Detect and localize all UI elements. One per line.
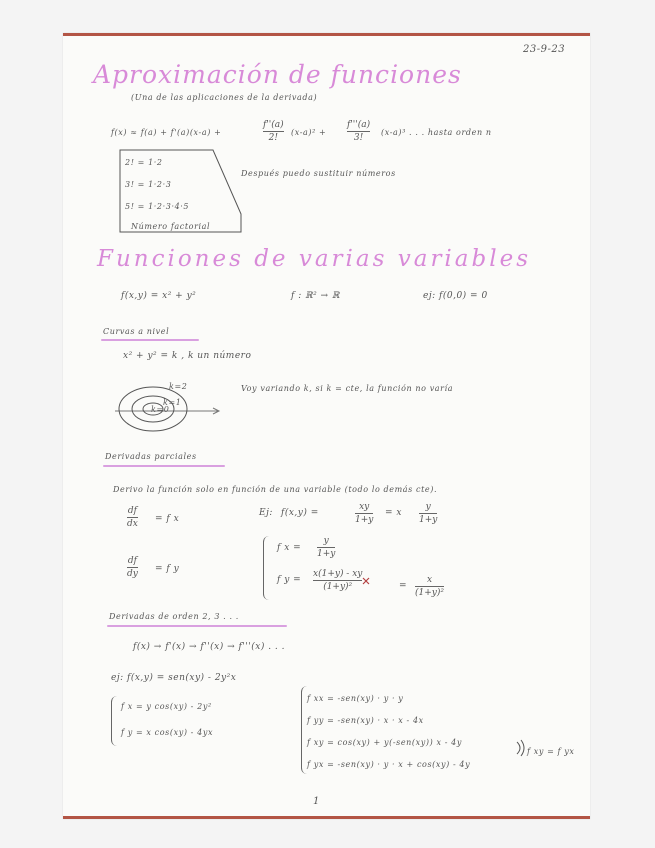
closing-brace	[517, 742, 520, 754]
numerator: y	[323, 536, 329, 546]
factorial-box-outline	[120, 150, 241, 232]
denominator: 1+y	[355, 515, 374, 525]
substitution-note: Después puedo sustituir números	[241, 169, 396, 178]
level-curves-note: Voy variando k, si k = cte, la función no varía	[241, 384, 454, 393]
page-number: 1	[313, 796, 320, 807]
denominator: 1+y	[317, 549, 336, 559]
level-curve-k2	[119, 387, 187, 431]
example-evaluation: ej: f(0,0) = 0	[423, 291, 488, 301]
closing-brace	[521, 740, 524, 756]
numerator: x	[426, 575, 433, 585]
denominator: 1+y	[419, 515, 438, 525]
denominator: (1+y)²	[323, 582, 353, 592]
section-subtitle: (Una de las aplicaciones de la derivada)	[131, 93, 318, 102]
level-curves-equation: x² + y² = k , k un número	[123, 351, 252, 361]
first-order-fy: f y = x cos(xy) - 4yx	[121, 728, 214, 737]
notebook-page	[63, 33, 590, 819]
level-curves-heading: Curvas a nivel	[103, 327, 170, 336]
cancel-mark	[363, 578, 369, 584]
fy-equals: =	[399, 581, 408, 591]
first-order-fx: f x = y cos(xy) - 2y²	[121, 702, 212, 711]
numerator: xy	[359, 502, 370, 512]
section-title-varias-variables: Funciones de varias variables	[97, 246, 531, 272]
denominator: dy	[127, 569, 138, 579]
level-curve-k0	[143, 403, 163, 415]
second-order-fxy: f xy = cos(xy) + y(-sen(xy)) x - 4y	[307, 738, 462, 747]
example-function: f(x,y) = x² + y²	[121, 291, 197, 301]
example-lhs: f(x,y) =	[281, 508, 319, 518]
date: 23-9-23	[523, 44, 566, 55]
denominator: (1+y)²	[415, 588, 444, 598]
factorial-caption: Número factorial	[131, 222, 211, 231]
example-label: Ej:	[259, 508, 273, 518]
formula-term2-tail: (x-a)² +	[291, 128, 327, 137]
factorial-line: 3! = 1·2·3	[125, 180, 172, 189]
label-k1: k=1	[163, 398, 182, 407]
formula-term3-tail: (x-a)³ . . . hasta orden n	[381, 128, 492, 137]
partial-derivatives-heading: Derivadas parciales	[105, 452, 197, 461]
higher-order-heading: Derivadas de orden 2, 3 . . .	[109, 612, 239, 621]
second-order-fxx: f xx = -sen(xy) · y · y	[307, 694, 404, 703]
fx-label: f x =	[277, 543, 302, 553]
sketch-layer	[63, 36, 590, 816]
second-order-fyx: f yx = -sen(xy) · y · x + cos(xy) - 4y	[307, 760, 471, 769]
df-dy-result: = f y	[155, 564, 180, 574]
factorial-line: 2! = 1·2	[125, 158, 163, 167]
denominator: dx	[127, 519, 138, 529]
numerator: df	[127, 506, 137, 516]
term2-denominator: 2!	[268, 133, 278, 143]
second-order-fyy: f yy = -sen(xy) · x · x - 4x	[307, 716, 424, 725]
formula-lhs: f(x) ≈ f(a) + f'(a)(x-a) +	[111, 128, 222, 137]
numerator: df	[127, 556, 137, 566]
label-k0: k=0	[151, 405, 170, 414]
numerator: y	[425, 502, 431, 512]
higher-order-example: ej: f(x,y) = sen(xy) - 2y²x	[111, 673, 237, 683]
section-title-aproximacion: Aproximación de funciones	[93, 60, 462, 89]
df-dx-result: = f x	[155, 514, 180, 524]
term3-numerator: f'''(a)	[347, 120, 371, 130]
factorial-line: 5! = 1·2·3·4·5	[125, 202, 190, 211]
mixed-partials-equality: f xy = f yx	[527, 747, 575, 756]
fy-label: f y =	[277, 575, 302, 585]
derivative-chain: f(x) → f'(x) → f''(x) → f'''(x) . . .	[133, 642, 286, 652]
example-mid: = x	[385, 508, 402, 518]
domain-mapping: f : ℝ² → ℝ	[291, 291, 340, 301]
level-curve-k1	[132, 396, 174, 422]
term3-denominator: 3!	[353, 133, 364, 143]
partial-description: Derivo la función solo en función de una variable (todo lo demás cte).	[113, 485, 438, 494]
term2-numerator: f''(a)	[263, 120, 284, 130]
numerator: x(1+y) - xy	[313, 569, 363, 579]
label-k2: k=2	[169, 382, 188, 391]
